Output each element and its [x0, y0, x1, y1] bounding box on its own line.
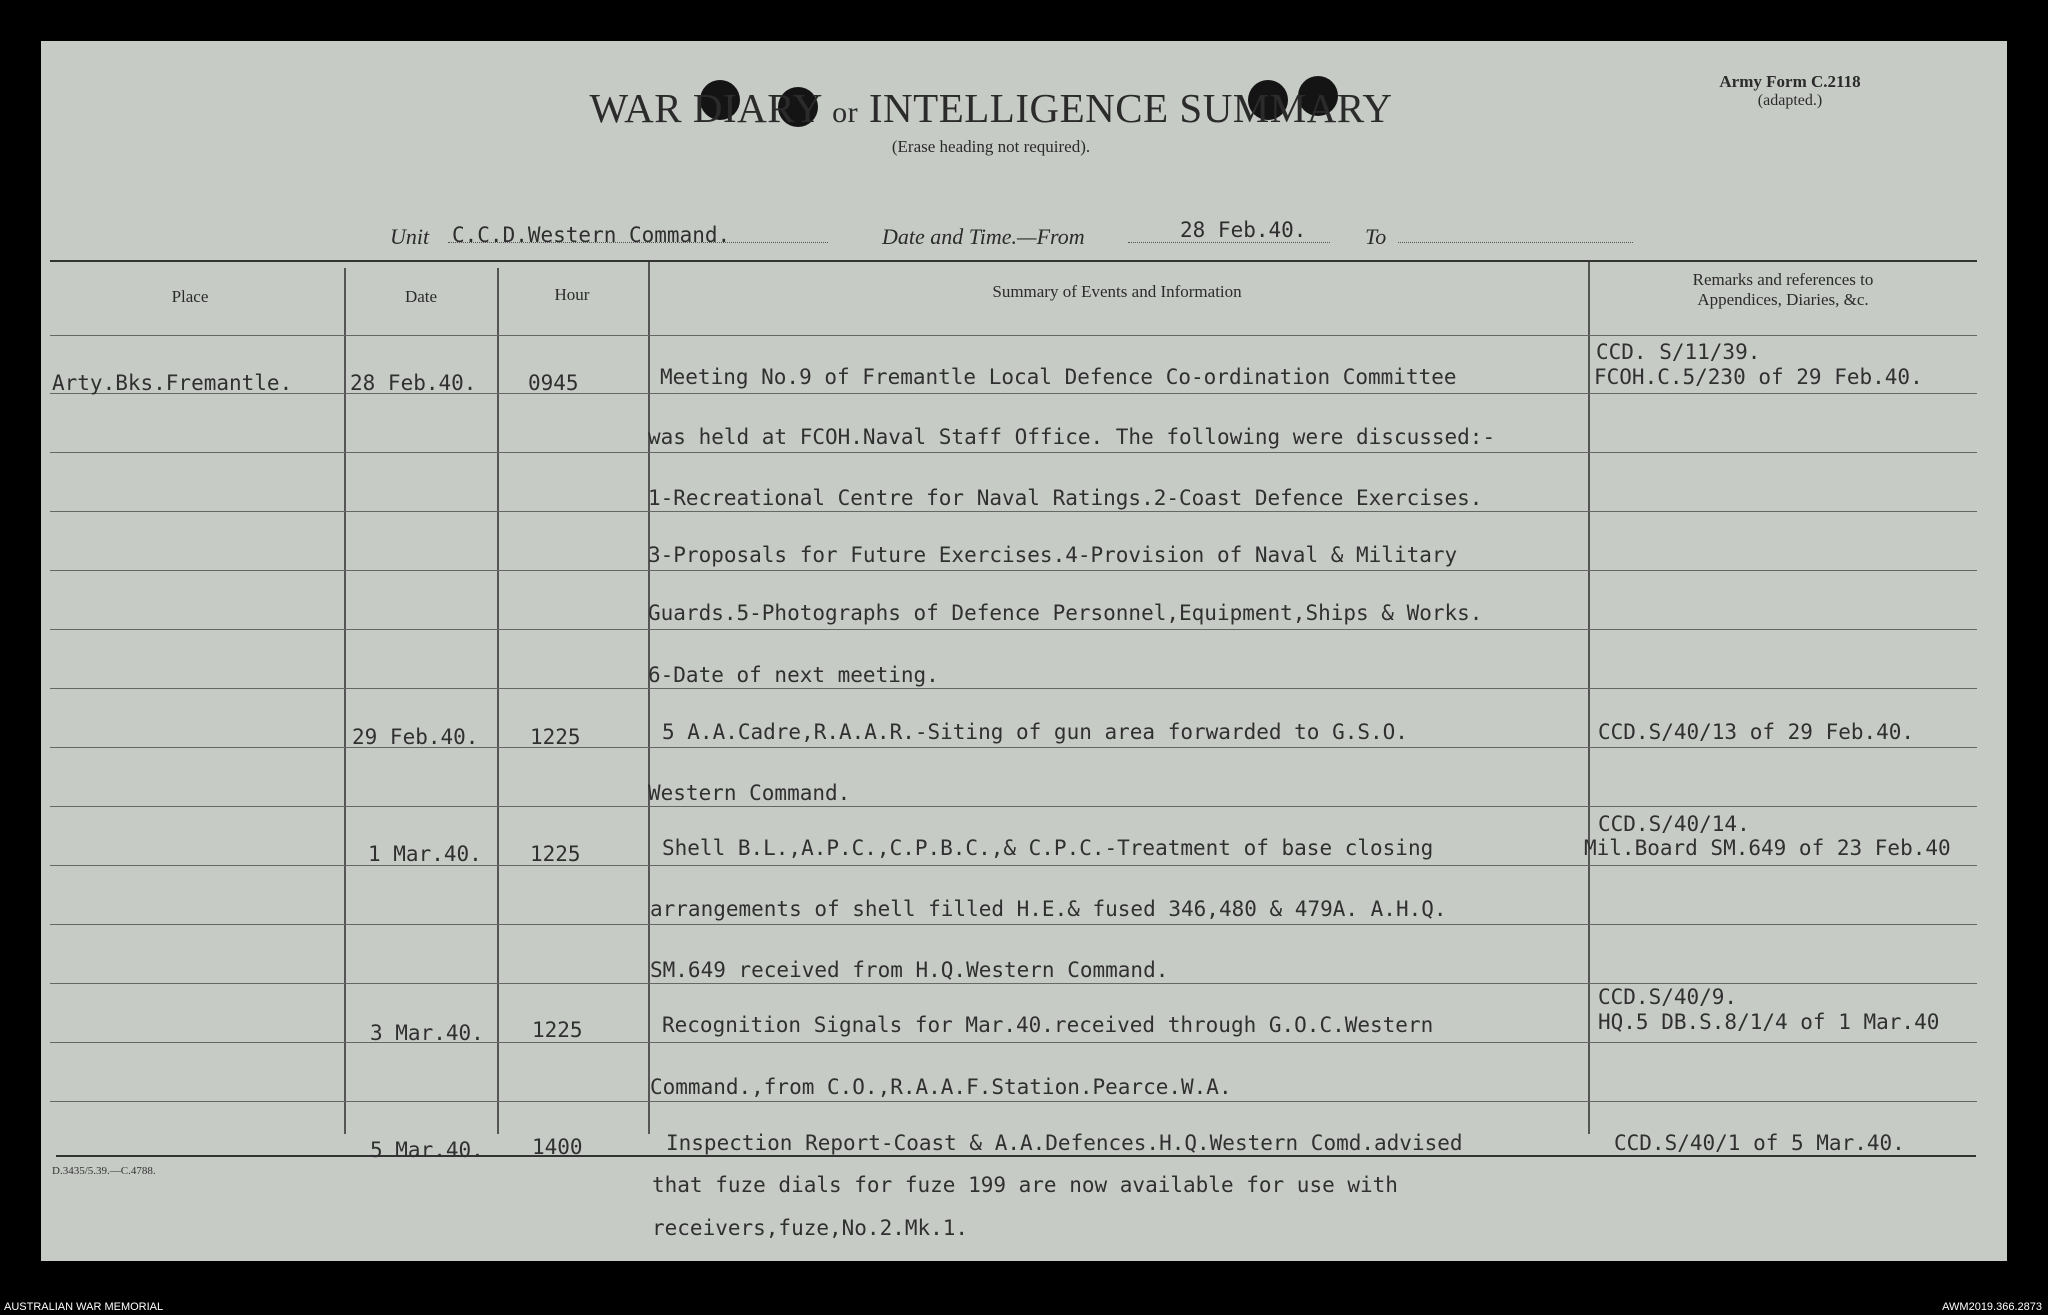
ruled-line [50, 865, 1977, 866]
ruled-line [50, 806, 1977, 807]
entry-remark: CCD.S/40/1 of 5 Mar.40. [1614, 1131, 1905, 1155]
entry-summary-line: that fuze dials for fuze 199 are now available for use with [652, 1173, 1398, 1197]
entry-summary-line: 1-Recreational Centre for Naval Ratings.2-Coast Defence Exercises. [648, 486, 1483, 510]
entry-summary-line: was held at FCOH.Naval Staff Office. The following were discussed:- [648, 425, 1496, 449]
entry-place: Arty.Bks.Fremantle. [52, 371, 293, 395]
column-header-date: Date [404, 287, 438, 306]
column-divider [497, 268, 499, 1134]
entry-date: 5 Mar.40. [370, 1138, 484, 1162]
entry-remark: CCD.S/40/14. [1598, 812, 1750, 836]
entry-summary-line: 5 A.A.Cadre,R.A.A.R.-Siting of gun area forwarded to G.S.O. [662, 720, 1408, 744]
entry-summary-line: Recognition Signals for Mar.40.received through G.O.C.Western [662, 1013, 1434, 1037]
entry-summary-line: 3-Proposals for Future Exercises.4-Provision of Naval & Military [648, 543, 1458, 567]
entry-remark: HQ.5 DB.S.8/1/4 of 1 Mar.40 [1598, 1010, 1940, 1034]
entry-remark: FCOH.C.5/230 of 29 Feb.40. [1594, 365, 1923, 389]
print-reference: D.3435/5.39.—C.4788. [52, 1165, 156, 1177]
form-reference: Army Form C.2118 (adapted.) [1719, 72, 1861, 109]
ruled-line [50, 511, 1977, 512]
entry-summary-line: arrangements of shell filled H.E.& fused 346,480 & 479A. A.H.Q. [650, 897, 1447, 921]
entry-summary-line: Command.,from C.O.,R.A.A.F.Station.Pearce.W.A. [650, 1075, 1232, 1099]
entry-hour: 1225 [530, 725, 581, 749]
entry-summary-line: Western Command. [648, 781, 851, 805]
column-header-hour: Hour [554, 285, 590, 304]
entry-summary-line: Guards.5-Photographs of Defence Personnel,Equipment,Ships & Works. [648, 601, 1483, 625]
entry-date: 1 Mar.40. [368, 842, 482, 866]
date-time-label: Date and Time.—From [882, 224, 1085, 249]
ruled-line [50, 452, 1977, 453]
to-dotted-line [1398, 242, 1633, 243]
entry-summary-line: Inspection Report-Coast & A.A.Defences.H.Q.Western Comd.advised [666, 1131, 1463, 1155]
entry-summary-line: Meeting No.9 of Fremantle Local Defence Co-ordination Committee [660, 365, 1457, 389]
ruled-line [50, 1042, 1977, 1043]
footer-catalog-id: AWM2019.366.2873 [1942, 1301, 2042, 1313]
entry-hour: 0945 [528, 371, 579, 395]
footer-bar [0, 1300, 2048, 1315]
table-top-rule [50, 260, 1977, 262]
ruled-line [50, 747, 1977, 748]
entry-remark: CCD.S/40/13 of 29 Feb.40. [1598, 720, 1915, 744]
entry-date: 3 Mar.40. [370, 1021, 484, 1045]
entry-hour: 1225 [532, 1018, 583, 1042]
column-divider [344, 268, 346, 1134]
date-from-value: 28 Feb.40. [1180, 218, 1307, 242]
ruled-line [50, 393, 1977, 394]
table-bottom-rule [56, 1155, 1976, 1157]
entry-summary-line: SM.649 received from H.Q.Western Command. [650, 958, 1169, 982]
unit-value: C.C.D.Western Command. [452, 223, 731, 247]
to-label: To [1365, 224, 1387, 249]
ruled-line [50, 335, 1977, 336]
page-title: WAR DIARY or INTELLIGENCE SUMMARY [589, 85, 1393, 131]
column-header-remarks: Remarks and references to Appendices, Diaries, &c. [1692, 270, 1874, 309]
unit-label: Unit [390, 224, 430, 249]
column-header-place: Place [171, 287, 209, 306]
entry-summary-line: 6-Date of next meeting. [648, 663, 939, 687]
date-from-dotted-line [1128, 242, 1330, 243]
footer-credit: AUSTRALIAN WAR MEMORIAL [4, 1301, 164, 1313]
column-header-summary: Summary of Events and Information [992, 282, 1242, 301]
ruled-line [50, 924, 1977, 925]
entry-remark: Mil.Board SM.649 of 23 Feb.40 [1584, 836, 1951, 860]
entry-remark: CCD. S/11/39. [1596, 340, 1761, 364]
entry-summary-line: Shell B.L.,A.P.C.,C.P.B.C.,& C.P.C.-Treatment of base closing [662, 836, 1434, 860]
ruled-line [50, 688, 1977, 689]
entry-date: 28 Feb.40. [350, 371, 477, 395]
entry-remark: CCD.S/40/9. [1598, 985, 1738, 1009]
page-subtitle: (Erase heading not required). [891, 137, 1091, 156]
ruled-line [50, 629, 1977, 630]
ruled-line [50, 983, 1977, 984]
ruled-line [50, 1101, 1977, 1102]
ruled-line [50, 570, 1977, 571]
entry-summary-line: receivers,fuze,No.2.Mk.1. [652, 1216, 969, 1240]
entry-hour: 1225 [530, 842, 581, 866]
unit-dotted-line [448, 242, 828, 243]
entry-date: 29 Feb.40. [352, 725, 479, 749]
entry-hour: 1400 [532, 1135, 583, 1159]
